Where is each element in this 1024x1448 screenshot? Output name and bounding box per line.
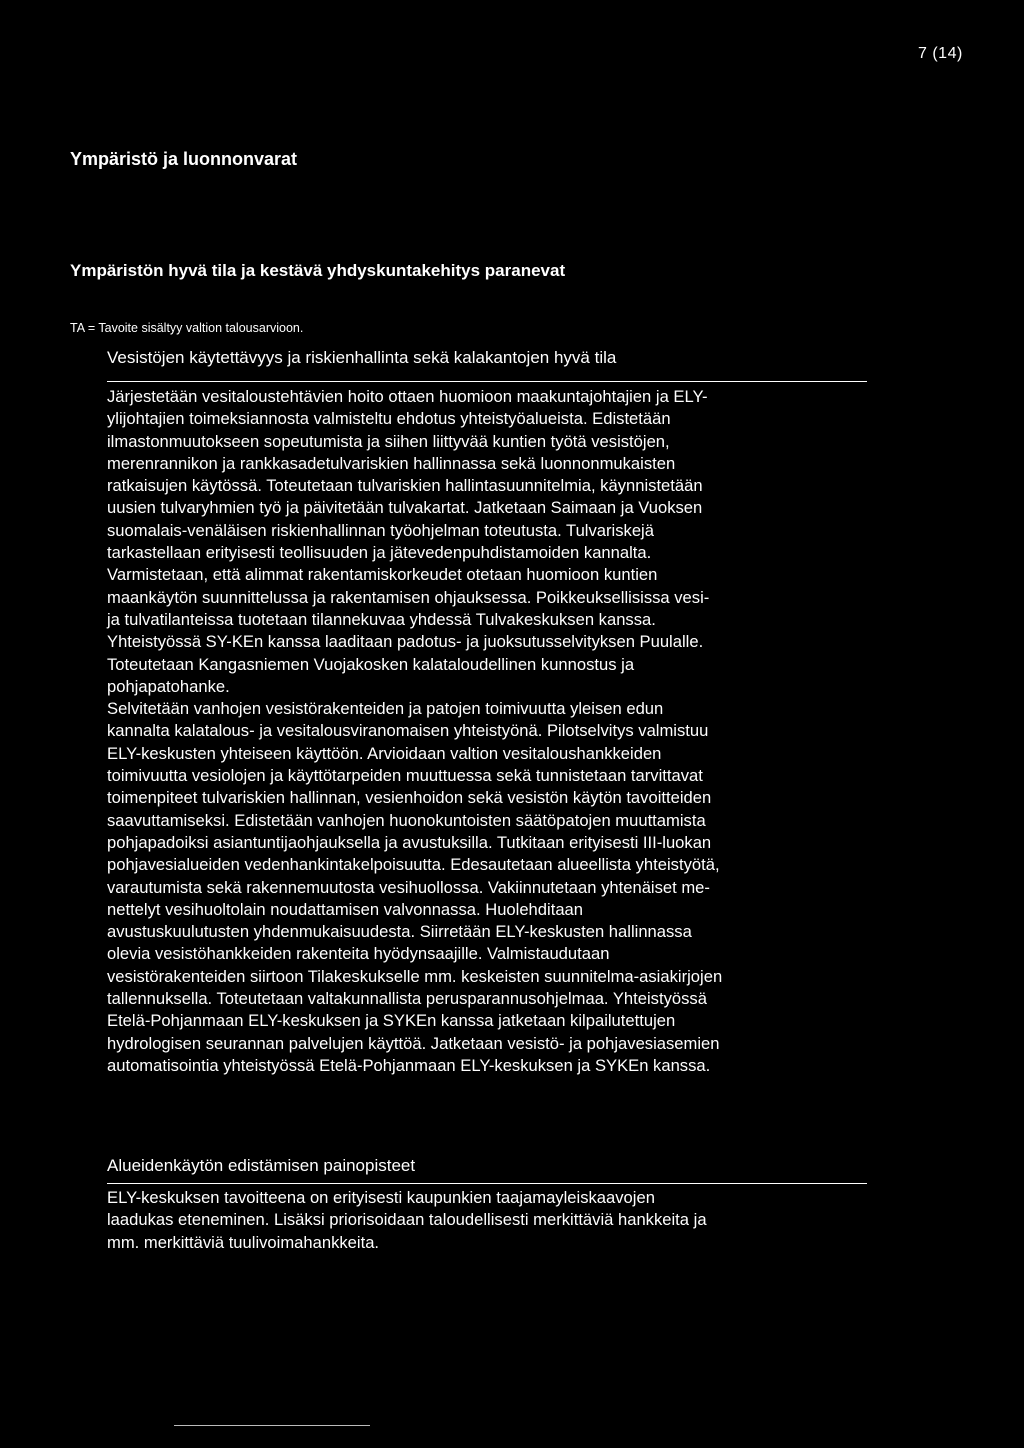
block-landuse-text: ELY-keskuksen tavoitteena on erityisesti kaupunkien taajamayleiskaavojen laadukas eteneminen. Lisäksi priorisoidaan taloudellisesti merkittäviä hankkeita ja mm. merkittäviä tuulivoimahankkeita.	[107, 1188, 707, 1252]
goal-title: Ympäristön hyvä tila ja kestävä yhdyskuntakehitys paranevat	[70, 261, 566, 280]
ta-note: TA = Tavoite sisältyy valtion talousarvioon.	[70, 321, 304, 335]
section-title: Ympäristö ja luonnonvarat	[70, 149, 298, 169]
block-landuse-rule	[107, 1183, 867, 1184]
block-water-rule	[107, 381, 867, 382]
block-water-heading: Vesistöjen käytettävyys ja riskienhallinta sekä kalakantojen hyvä tila	[107, 348, 617, 367]
block-water-text: Järjestetään vesitaloustehtävien hoito ottaen huomioon maakuntajohtajien ja ELY- ylijohtajien toimeksiannosta valmisteltu ehdotus yhteistyöalueista. Edistetään ilmastonmuutokseen sopeutumista ja siihen liittyvää kuntien työtä vesistöjen, merenrannikon ja rankkasadetulvariskien hallinnassa sekä luonnonmukaisten ratkaisujen käytössä. Toteutetaan tulvariskien hallintasuunnitelmia, käynnistetään uusien tulvaryhmien työ ja päivitetään tulvakartat. Jatketaan Saimaan ja Vuoksen suomalais-venäläisen riskienhallinnan työohjelman toteutusta. Tulvariskejä tarkastellaan erityisesti teollisuuden ja jätevedenpuhdistamoiden kannalta. Varmistetaan, että alimmat rakentamiskorkeudet otetaan huomioon kuntien maankäytön suunnittelussa ja rakentamisen ohjauksessa. Poikkeuksellisissa vesi- ja tulvatilanteissa tuotetaan tilannekuvaa yhdessä Tulvakeskuksen kanssa. Yhteistyössä SY-KEn kanssa laaditaan padotus- ja juoksutusselvityksen Puulalle. Toteutetaan Kangasniemen Vuojakosken kalataloudellinen kunnostus ja pohjapatohanke. Selvitetään vanhojen vesistörakenteiden ja patojen toimivuutta yleisen edun kannalta kalatalous- ja vesitalousviranomaisen yhteistyönä. Pilotselvitys valmistuu ELY-keskusten yhteiseen käyttöön. Arvioidaan valtion vesitaloushankkeiden toimivuutta vesiolojen ja käyttötarpeiden muuttuessa sekä tunnistetaan tarvittavat toimenpiteet tulvariskien hallinnan, vesienhoidon sekä vesistön käytön tavoitteiden saavuttamiseksi. Edistetään vanhojen huonokuntoisten säätöpatojen muuttamista pohjapadoiksi asiantuntijaohjauksella ja avustuksilla. Tutkitaan erityisesti III-luokan pohjavesialueiden vedenhankintakelpoisuutta. Edesautetaan alueellista yhteistyötä, varautumista sekä rakennemuutosta vesihuollossa. Vakiinnutetaan yhtenäiset me- nettelyt vesihuoltolain noudattamisen valvonnassa. Huolehditaan avustuskuulutusten yhdenmukaisuudesta. Siirretään ELY-keskusten hallinnassa olevia vesistöhankkeiden rakenteita hyödynsaajille. Valmistaudutaan vesistörakenteiden siirtoon Tilakeskukselle mm. keskeisten suunnitelma-asiakirjojen tallennuksella. Toteutetaan valtakunnallista perusparannusohjelmaa. Yhteistyössä Etelä-Pohjanmaan ELY-keskuksen ja SYKEn kanssa jatketaan kilpailutettujen hydrologisen seurannan palvelujen käyttöä. Jatketaan vesistö- ja pohjavesiasemien automatisointia yhteistyössä Etelä-Pohjanmaan ELY-keskuksen ja SYKEn kanssa.	[107, 387, 723, 1075]
block-landuse-heading: Alueidenkäytön edistämisen painopisteet	[107, 1156, 416, 1175]
footer-rule	[174, 1425, 370, 1426]
page-number: 7 (14)	[918, 45, 963, 62]
